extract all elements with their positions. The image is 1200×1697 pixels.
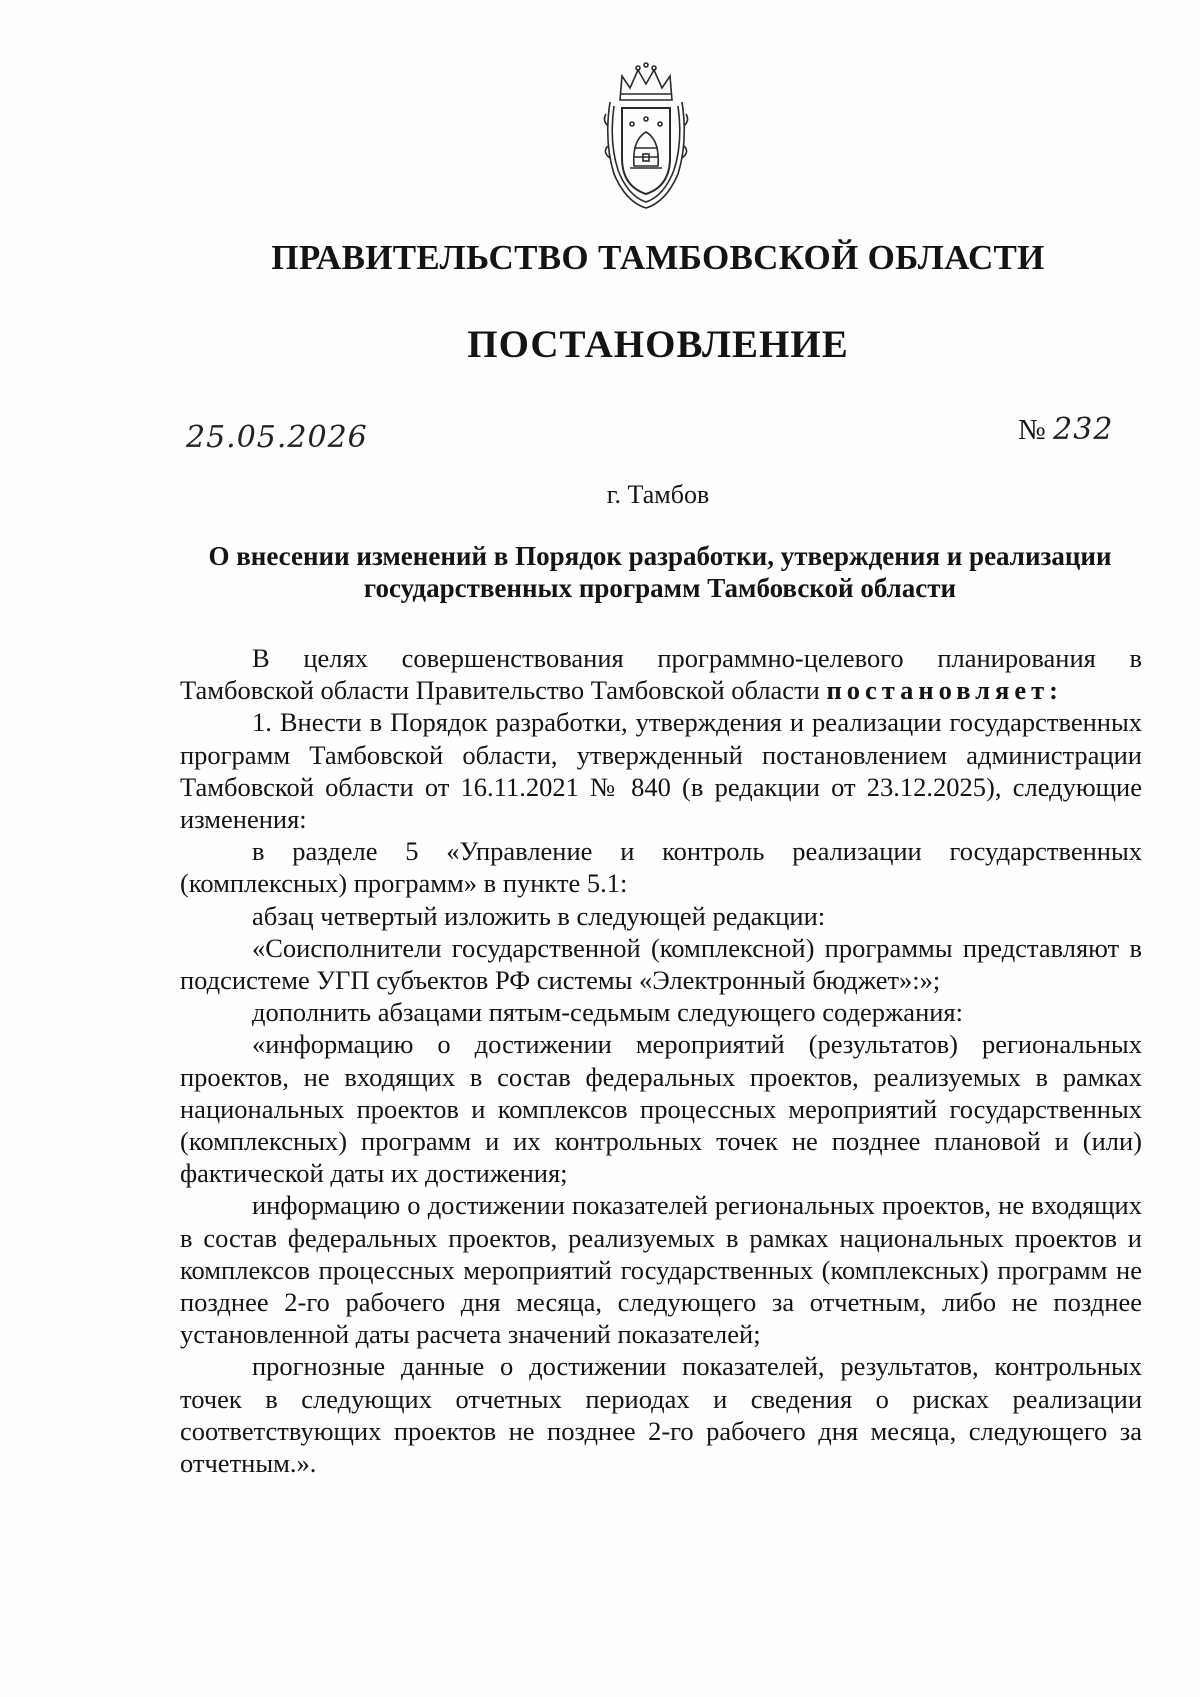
document-subject xyxy=(175,540,1145,604)
resolves-colon: : xyxy=(1049,675,1058,706)
document-number xyxy=(1018,412,1113,447)
paragraph: 1. Внести в Порядок разработки, утверждения и реализации государственных программ Тамбовской области, утвержденный постановлением администрации Тамбовской области от 16.11.2021 № 840 (в редакции от 23.12.2025), следующие изменения: xyxy=(180,707,1142,835)
paragraph: «Соисполнители государственной (комплексной) программы представляют в подсистеме УГП субъектов РФ системы «Электронный бюджет»:»; xyxy=(180,932,1142,996)
city: г. Тамбов xyxy=(606,480,710,509)
document-body xyxy=(180,642,1142,1479)
paragraph: дополнить абзацами пятым-седьмым следующего содержания: xyxy=(252,997,963,1028)
subject-line: О внесении изменений в Порядок разработки, утверждения и реализации xyxy=(208,541,1112,571)
paragraph: абзац четвертый изложить в следующей редакции: xyxy=(252,900,826,931)
document-type: ПОСТАНОВЛЕНИЕ xyxy=(467,323,849,366)
paragraph: информацию о достижении показателей региональных проектов, не входящих в состав федеральных проектов, реализуемых в рамках национальных проектов и комплексов процессных мероприятий государственных (комплексных) программ не позднее 2-го рабочего дня месяца, следующего за отчетным, либо не позднее установленной даты расчета значений показателей; xyxy=(180,1190,1142,1350)
resolves-word: постановляет xyxy=(826,675,1050,706)
number-sign: № xyxy=(1018,414,1046,446)
paragraph: прогнозные данные о достижении показателей, результатов, контрольных точек в следующих отчетных периодах и сведения о рисках реализации соответствующих проектов не позднее 2-го рабочего дня месяца, следующего за отчетным.». xyxy=(180,1351,1142,1479)
number-value: 232 xyxy=(1053,412,1114,447)
subject-line: государственных программ Тамбовской области xyxy=(363,573,957,603)
paragraph: «информацию о достижении мероприятий (результатов) региональных проектов, не входящих в состав федеральных проектов, реализуемых в рамках национальных проектов и комплексов процессных мероприятий государственных (комплексных) программ и их контрольных точек не позднее плановой и (или) фактической даты их достижения; xyxy=(180,1029,1142,1189)
preamble-text: В целях совершенствования программно-целевого планирования в Тамбовской области Правительство Тамбовской области xyxy=(180,643,1142,706)
paragraph-preamble xyxy=(180,642,1142,706)
coat-of-arms-icon xyxy=(600,62,692,212)
organization-title: ПРАВИТЕЛЬСТВО ТАМБОВСКОЙ ОБЛАСТИ xyxy=(271,238,1045,277)
paragraph: в разделе 5 «Управление и контроль реализации государственных (комплексных) программ» в пункте 5.1: xyxy=(180,836,1142,899)
document-date: 25.05.2026 xyxy=(186,420,368,455)
